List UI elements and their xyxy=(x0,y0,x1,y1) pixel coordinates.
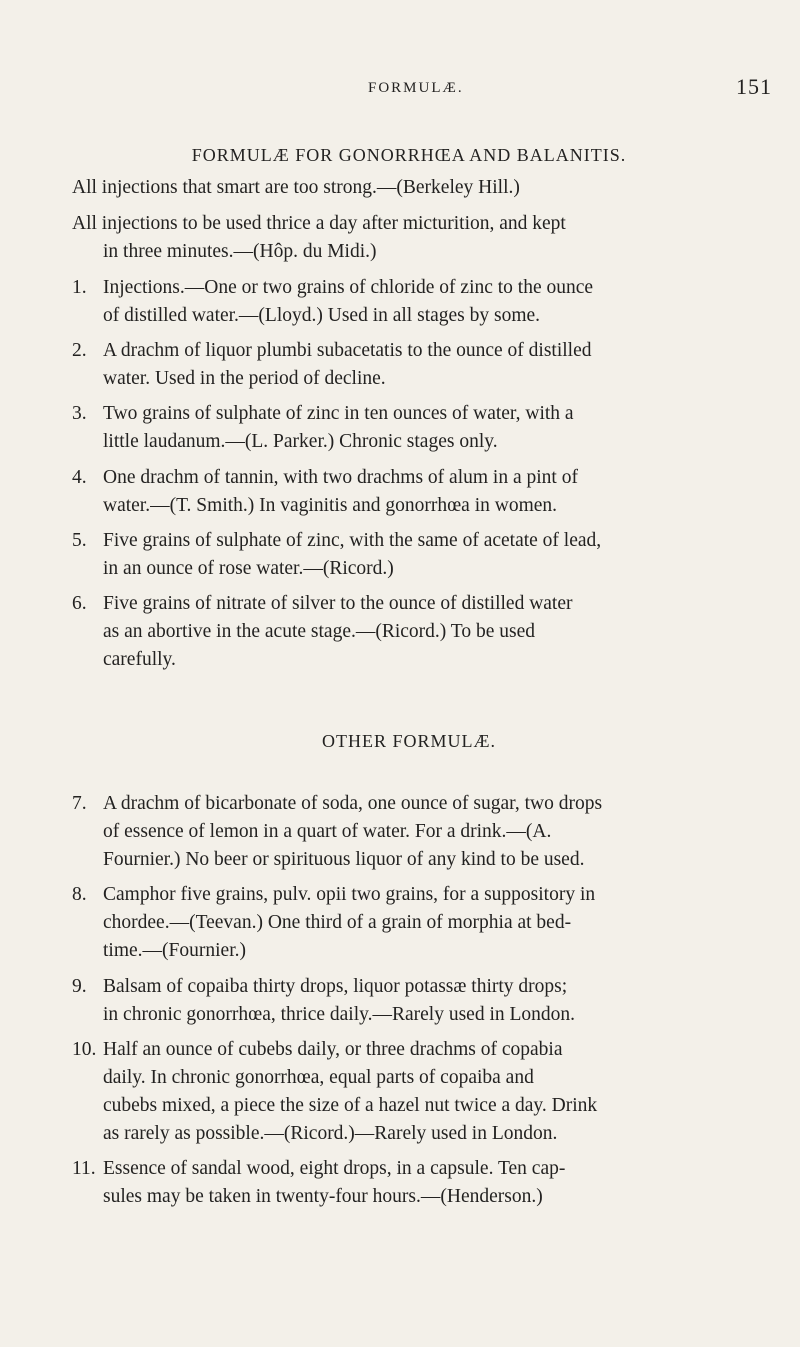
item-line: carefully. xyxy=(103,649,176,670)
formula-item xyxy=(72,337,732,393)
paragraph-line: in three minutes.—(Hôp. du Midi.) xyxy=(103,241,377,262)
item-number: 10. xyxy=(72,1039,97,1060)
formula-item xyxy=(72,400,732,456)
item-line: water. Used in the period of decline. xyxy=(103,368,386,389)
item-number: 2. xyxy=(72,340,87,361)
item-line: Balsam of copaiba thirty drops, liquor potassæ thirty drops; xyxy=(103,976,568,997)
item-number: 1. xyxy=(72,277,87,298)
item-number: 11. xyxy=(72,1158,96,1179)
section-title-gonorrhoea: FORMULÆ FOR GONORRHŒA AND BALANITIS. xyxy=(191,145,627,165)
item-text xyxy=(103,1036,732,1148)
item-line: One drachm of tannin, with two drachms of alum in a pint of xyxy=(103,467,578,488)
item-line: Injections.—One or two grains of chloride of zinc to the ounce xyxy=(103,277,594,298)
section-title-other: OTHER FORMULÆ. xyxy=(321,731,496,751)
item-line: daily. In chronic gonorrhœa, equal parts of copaiba and xyxy=(103,1067,534,1088)
item-line: Half an ounce of cubebs daily, or three drachms of copabia xyxy=(103,1039,563,1060)
paragraph-line: All injections that smart are too strong.—(Berkeley Hill.) xyxy=(72,177,520,198)
item-text xyxy=(103,1155,732,1211)
intro-paragraph xyxy=(72,210,732,266)
item-number: 3. xyxy=(72,403,87,424)
paragraph-line: All injections to be used thrice a day after micturition, and kept xyxy=(72,213,566,234)
item-line: A drachm of liquor plumbi subacetatis to the ounce of distilled xyxy=(103,340,592,361)
formula-item xyxy=(72,1036,732,1148)
item-text xyxy=(103,527,732,583)
item-text xyxy=(103,590,732,674)
item-line: as rarely as possible.—(Ricord.)—Rarely used in London. xyxy=(103,1123,558,1144)
formula-item xyxy=(72,590,732,674)
item-line: Five grains of nitrate of silver to the ounce of distilled water xyxy=(103,593,573,614)
item-text xyxy=(103,337,732,393)
item-number: 8. xyxy=(72,884,87,905)
page-number: 151 xyxy=(736,74,772,99)
running-head: FORMULÆ. xyxy=(368,80,464,96)
item-line: of essence of lemon in a quart of water. For a drink.—(A. xyxy=(103,821,552,842)
formula-item xyxy=(72,464,732,520)
formula-item xyxy=(72,527,732,583)
item-line: cubebs mixed, a piece the size of a hazel nut twice a day. Drink xyxy=(103,1095,598,1116)
item-line: chordee.—(Teevan.) One third of a grain of morphia at bed- xyxy=(103,912,572,933)
item-line: in chronic gonorrhœa, thrice daily.—Rarely used in London. xyxy=(103,1004,576,1025)
item-line: A drachm of bicarbonate of soda, one ounce of sugar, two drops xyxy=(103,793,603,814)
item-line: Two grains of sulphate of zinc in ten ounces of water, with a xyxy=(103,403,574,424)
formula-item xyxy=(72,790,732,874)
item-text xyxy=(103,973,732,1029)
item-line: Fournier.) No beer or spirituous liquor of any kind to be used. xyxy=(103,849,585,870)
item-number: 9. xyxy=(72,976,87,997)
formula-item xyxy=(72,973,732,1029)
item-number: 7. xyxy=(72,793,87,814)
item-number: 6. xyxy=(72,593,87,614)
item-text xyxy=(103,464,732,520)
item-line: little laudanum.—(L. Parker.) Chronic stages only. xyxy=(103,431,498,452)
item-line: sules may be taken in twenty-four hours.—(Henderson.) xyxy=(103,1186,543,1207)
item-text xyxy=(103,881,732,965)
formula-item xyxy=(72,881,732,965)
intro-paragraph xyxy=(72,174,732,202)
item-line: as an abortive in the acute stage.—(Ricord.) To be used xyxy=(103,621,536,642)
item-text xyxy=(103,274,732,330)
item-line: time.—(Fournier.) xyxy=(103,940,246,961)
item-number: 5. xyxy=(72,530,87,551)
formula-item xyxy=(72,1155,732,1211)
item-line: Five grains of sulphate of zinc, with the same of acetate of lead, xyxy=(103,530,602,551)
item-line: Camphor five grains, pulv. opii two grains, for a suppository in xyxy=(103,884,596,905)
item-line: of distilled water.—(Lloyd.) Used in all stages by some. xyxy=(103,305,541,326)
item-line: in an ounce of rose water.—(Ricord.) xyxy=(103,558,394,579)
item-line: water.—(T. Smith.) In vaginitis and gonorrhœa in women. xyxy=(103,495,558,516)
item-text xyxy=(103,790,732,874)
formula-item xyxy=(72,274,732,330)
item-text xyxy=(103,400,732,456)
item-line: Essence of sandal wood, eight drops, in a capsule. Ten cap- xyxy=(103,1158,566,1179)
item-number: 4. xyxy=(72,467,87,488)
